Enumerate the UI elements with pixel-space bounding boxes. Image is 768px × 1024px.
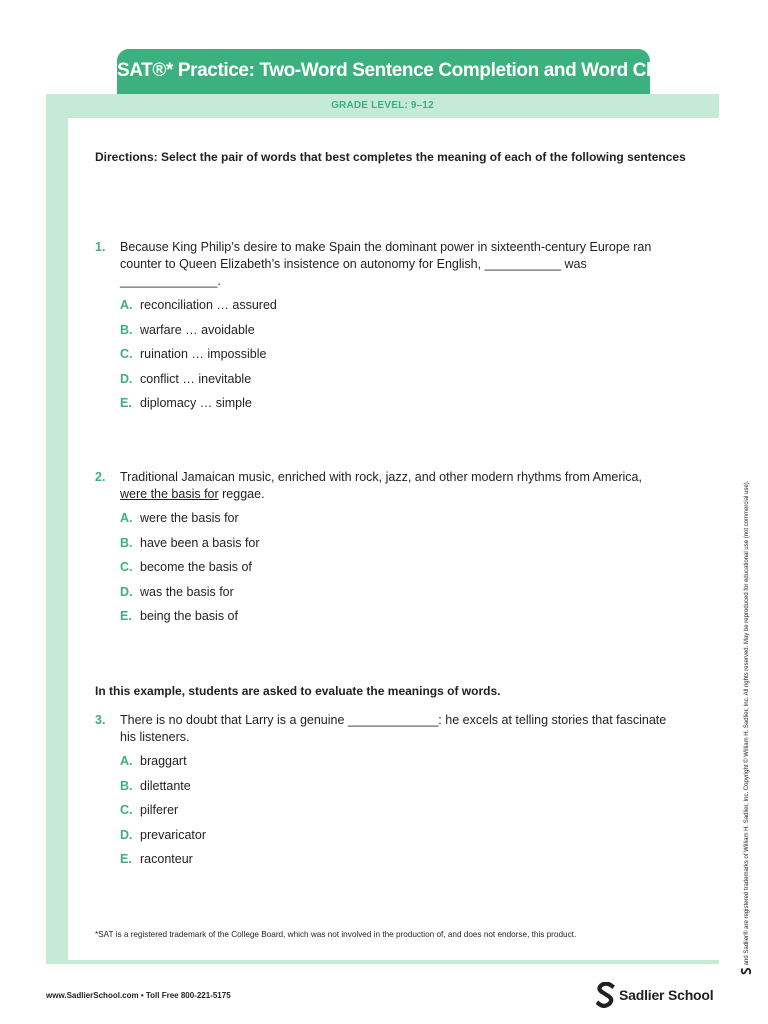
option-letter: D. [120, 584, 133, 599]
directions: Directions: Select the pair of words that best completes the meaning of each of the following sentences [95, 150, 686, 164]
page-title: SAT®* Practice: Two-Word Sentence Completion and Word Choice [117, 49, 650, 95]
question-text-after: reggae. [218, 487, 265, 501]
option-letter: D. [120, 371, 133, 386]
question-number: 1. [95, 240, 106, 254]
answer-option[interactable] [120, 322, 620, 347]
answer-option[interactable] [120, 778, 620, 803]
option-letter: B. [120, 778, 133, 793]
option-letter: A. [120, 754, 133, 768]
example-note: In this example, students are asked to evaluate the meanings of words. [95, 684, 501, 698]
option-letter: B. [120, 322, 133, 337]
footer-contact: www.SadlierSchool.com • Toll Free 800-221-5175 [46, 991, 231, 1000]
question-text [120, 469, 680, 503]
question-text: There is no doubt that Larry is a genuine _____________: he excels at telling stories that fascinate his listeners. [120, 713, 667, 744]
logo-text: Sadlier School [619, 987, 714, 1003]
option-text: prevaricator [140, 827, 206, 842]
answer-option[interactable] [120, 608, 620, 633]
grade-level: GRADE LEVEL: 9–12 [331, 100, 434, 111]
answer-option[interactable] [120, 753, 620, 778]
option-text: raconteur [140, 852, 193, 867]
question-text: Because King Philip’s desire to make Spain the dominant power in sixteenth-century Europe ran counter to Queen Elizabeth’s insistence on autonomy for English, ___________ was ______________. [120, 240, 652, 288]
answer-options [120, 297, 620, 420]
option-letter: C. [120, 803, 133, 818]
sadlier-s-icon [596, 982, 616, 1008]
answer-option[interactable] [120, 802, 620, 827]
option-letter: B. [120, 535, 133, 550]
option-letter: E. [120, 609, 132, 624]
option-text: dilettante [140, 778, 191, 793]
footnote: *SAT is a registered trademark of the College Board, which was not involved in the production of, and does not endorse, this product. [95, 930, 577, 939]
option-text: diplomacy … simple [140, 396, 252, 411]
underlined-phrase: were the basis for [120, 487, 219, 501]
option-text: have been a basis for [140, 535, 260, 550]
copyright-side-text [741, 335, 753, 975]
option-letter: A. [120, 298, 133, 312]
option-letter: D. [120, 827, 133, 842]
answer-option[interactable] [120, 346, 620, 371]
option-text: braggart [140, 754, 187, 768]
answer-option[interactable] [120, 535, 620, 560]
option-text: become the basis of [140, 560, 252, 575]
answer-option[interactable] [120, 851, 620, 876]
option-text: pilferer [140, 803, 179, 818]
answer-option[interactable] [120, 510, 620, 535]
option-letter: C. [120, 560, 133, 575]
question-text-before: Traditional Jamaican music, enriched with rock, jazz, and other modern rhythms from America, [120, 470, 642, 484]
answer-option[interactable] [120, 827, 620, 852]
option-text: was the basis for [140, 584, 234, 599]
option-letter: E. [120, 396, 132, 411]
option-text: being the basis of [140, 609, 238, 624]
option-text: ruination … impossible [140, 347, 267, 362]
option-letter: E. [120, 852, 132, 867]
answer-option[interactable] [120, 297, 620, 322]
option-text: conflict … inevitable [140, 371, 252, 386]
option-letter: A. [120, 511, 133, 525]
answer-option[interactable] [120, 371, 620, 396]
answer-option[interactable] [120, 559, 620, 584]
sadlier-logo [596, 981, 713, 1009]
answer-options [120, 753, 620, 876]
answer-option[interactable] [120, 584, 620, 609]
option-text: were the basis for [140, 511, 239, 525]
option-letter: C. [120, 347, 133, 362]
option-text: warfare … avoidable [140, 322, 255, 337]
copyright-text: and Sadlier® are registered trademarks of William H. Sadlier, Inc. Copyright © William H. Sadlier, Inc. All rights reserved. May be reproduced for educational use (not commercial use). [744, 480, 750, 966]
question-number: 3. [95, 713, 106, 727]
option-text: reconciliation … assured [140, 298, 277, 312]
answer-options [120, 510, 620, 633]
answer-option[interactable] [120, 395, 620, 420]
sadlier-s-icon [741, 967, 751, 975]
question-number: 2. [95, 470, 106, 484]
